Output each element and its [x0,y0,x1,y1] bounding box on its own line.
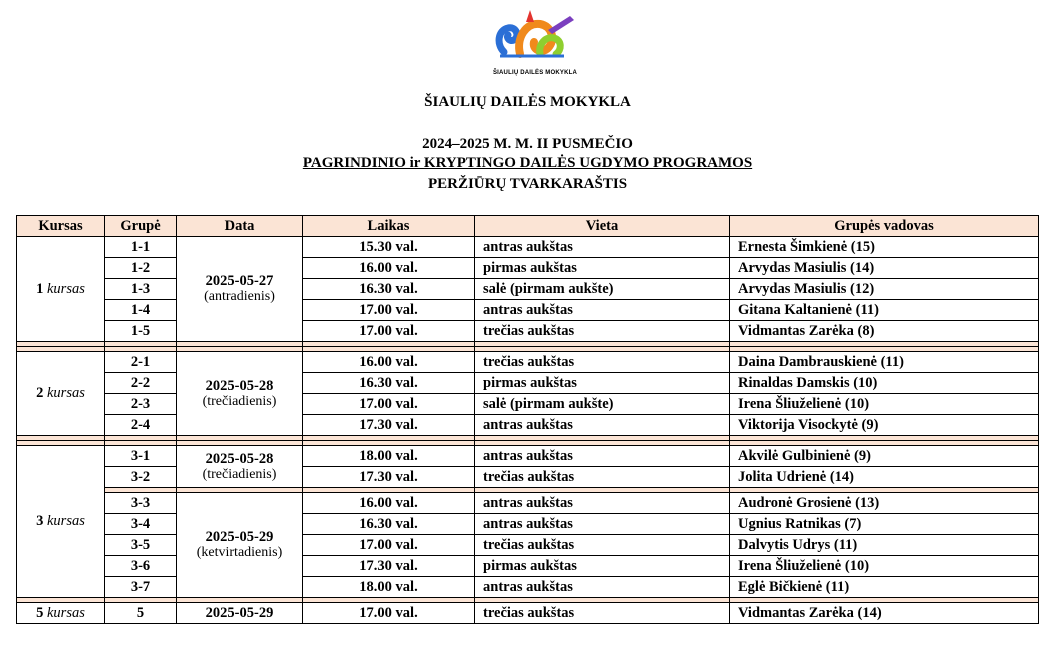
date-cell: 2025-05-28 (trečiadienis) [177,446,303,488]
column-header: Grupės vadovas [730,216,1039,237]
leader-cell: Eglė Bičkienė (11) [730,577,1039,598]
place-cell: salė (pirmam aukšte) [475,394,730,415]
course-cell: 2 kursas [17,352,105,436]
place-cell: antras aukštas [475,415,730,436]
table-row [17,279,1039,300]
date-cell: 2025-05-29 [177,603,303,624]
time-cell: 18.00 val. [303,446,475,467]
table-row [17,415,1039,436]
table-row [17,321,1039,342]
table-row [17,237,1039,258]
column-header: Vieta [475,216,730,237]
school-logo [490,8,580,82]
header-line-2: PAGRINDINIO ir KRYPTINGO DAILĖS UGDYMO PROGRAMOS [302,155,753,171]
group-cell: 1-3 [105,279,177,300]
leader-cell: Arvydas Masiulis (14) [730,258,1039,279]
header-line-1: 2024–2025 M. M. II PUSMEČIO [422,136,633,152]
place-cell: pirmas aukštas [475,373,730,394]
time-cell: 17.30 val. [303,556,475,577]
time-cell: 17.00 val. [303,321,475,342]
column-header: Laikas [303,216,475,237]
group-cell: 2-2 [105,373,177,394]
date-cell: 2025-05-29 (ketvirtadienis) [177,493,303,598]
place-cell: antras aukštas [475,577,730,598]
table-row [17,467,1039,488]
table-row [17,352,1039,373]
column-header: Kursas [17,216,105,237]
time-cell: 16.30 val. [303,514,475,535]
group-cell: 1-5 [105,321,177,342]
course-cell: 1 kursas [17,237,105,342]
group-cell: 3-6 [105,556,177,577]
place-cell: trečias aukštas [475,467,730,488]
leader-cell: Ernesta Šimkienė (15) [730,237,1039,258]
school-title: ŠIAULIŲ DAILĖS MOKYKLA [424,94,631,110]
time-cell: 18.00 val. [303,577,475,598]
table-row [17,258,1039,279]
leader-cell: Gitana Kaltanienė (11) [730,300,1039,321]
date-cell: 2025-05-28 (trečiadienis) [177,352,303,436]
table-row [17,514,1039,535]
group-cell: 3-2 [105,467,177,488]
table-row [17,300,1039,321]
group-cell: 3-7 [105,577,177,598]
leader-cell: Arvydas Masiulis (12) [730,279,1039,300]
table-row [17,446,1039,467]
place-cell: antras aukštas [475,493,730,514]
group-cell: 5 [105,603,177,624]
leader-cell: Dalvytis Udrys (11) [730,535,1039,556]
leader-cell: Audronė Grosienė (13) [730,493,1039,514]
leader-cell: Irena Šliuželienė (10) [730,556,1039,577]
group-cell: 3-4 [105,514,177,535]
group-cell: 2-4 [105,415,177,436]
place-cell: antras aukštas [475,446,730,467]
place-cell: trečias aukštas [475,352,730,373]
group-cell: 2-3 [105,394,177,415]
leader-cell: Jolita Udrienė (14) [730,467,1039,488]
leader-cell: Daina Dambrauskienė (11) [730,352,1039,373]
place-cell: trečias aukštas [475,603,730,624]
time-cell: 16.00 val. [303,258,475,279]
table-row [17,373,1039,394]
header-line-3: PERŽIŪRŲ TVARKARAŠTIS [427,176,628,192]
group-cell: 3-1 [105,446,177,467]
table-header-row [17,216,1039,237]
leader-cell: Vidmantas Zarėka (14) [730,603,1039,624]
time-cell: 17.30 val. [303,467,475,488]
place-cell: pirmas aukštas [475,258,730,279]
time-cell: 17.00 val. [303,300,475,321]
table-row [17,577,1039,598]
leader-cell: Vidmantas Zarėka (8) [730,321,1039,342]
place-cell: antras aukštas [475,514,730,535]
column-header: Data [177,216,303,237]
time-cell: 16.30 val. [303,373,475,394]
place-cell: antras aukštas [475,237,730,258]
time-cell: 16.00 val. [303,493,475,514]
group-cell: 1-2 [105,258,177,279]
group-cell: 3-5 [105,535,177,556]
column-header: Grupė [105,216,177,237]
leader-cell: Irena Šliuželienė (10) [730,394,1039,415]
group-cell: 3-3 [105,493,177,514]
time-cell: 17.30 val. [303,415,475,436]
place-cell: pirmas aukštas [475,556,730,577]
table-row [17,394,1039,415]
leader-cell: Ugnius Ratnikas (7) [730,514,1039,535]
time-cell: 17.00 val. [303,394,475,415]
course-cell: 5 kursas [17,603,105,624]
place-cell: salė (pirmam aukšte) [475,279,730,300]
group-cell: 2-1 [105,352,177,373]
table-row [17,493,1039,514]
place-cell: antras aukštas [475,300,730,321]
logo-text: ŠIAULIŲ DAILĖS MOKYKLA [492,70,578,76]
time-cell: 16.00 val. [303,352,475,373]
place-cell: trečias aukštas [475,535,730,556]
leader-cell: Viktorija Visockytė (9) [730,415,1039,436]
course-cell: 3 kursas [17,446,105,598]
group-cell: 1-4 [105,300,177,321]
leader-cell: Rinaldas Damskis (10) [730,373,1039,394]
date-cell: 2025-05-27 (antradienis) [177,237,303,342]
time-cell: 15.30 val. [303,237,475,258]
time-cell: 17.00 val. [303,603,475,624]
table-row [17,556,1039,577]
place-cell: trečias aukštas [475,321,730,342]
table-row [17,535,1039,556]
schedule-table [16,215,1039,624]
time-cell: 17.00 val. [303,535,475,556]
table-row [17,603,1039,624]
group-cell: 1-1 [105,237,177,258]
time-cell: 16.30 val. [303,279,475,300]
leader-cell: Akvilė Gulbinienė (9) [730,446,1039,467]
